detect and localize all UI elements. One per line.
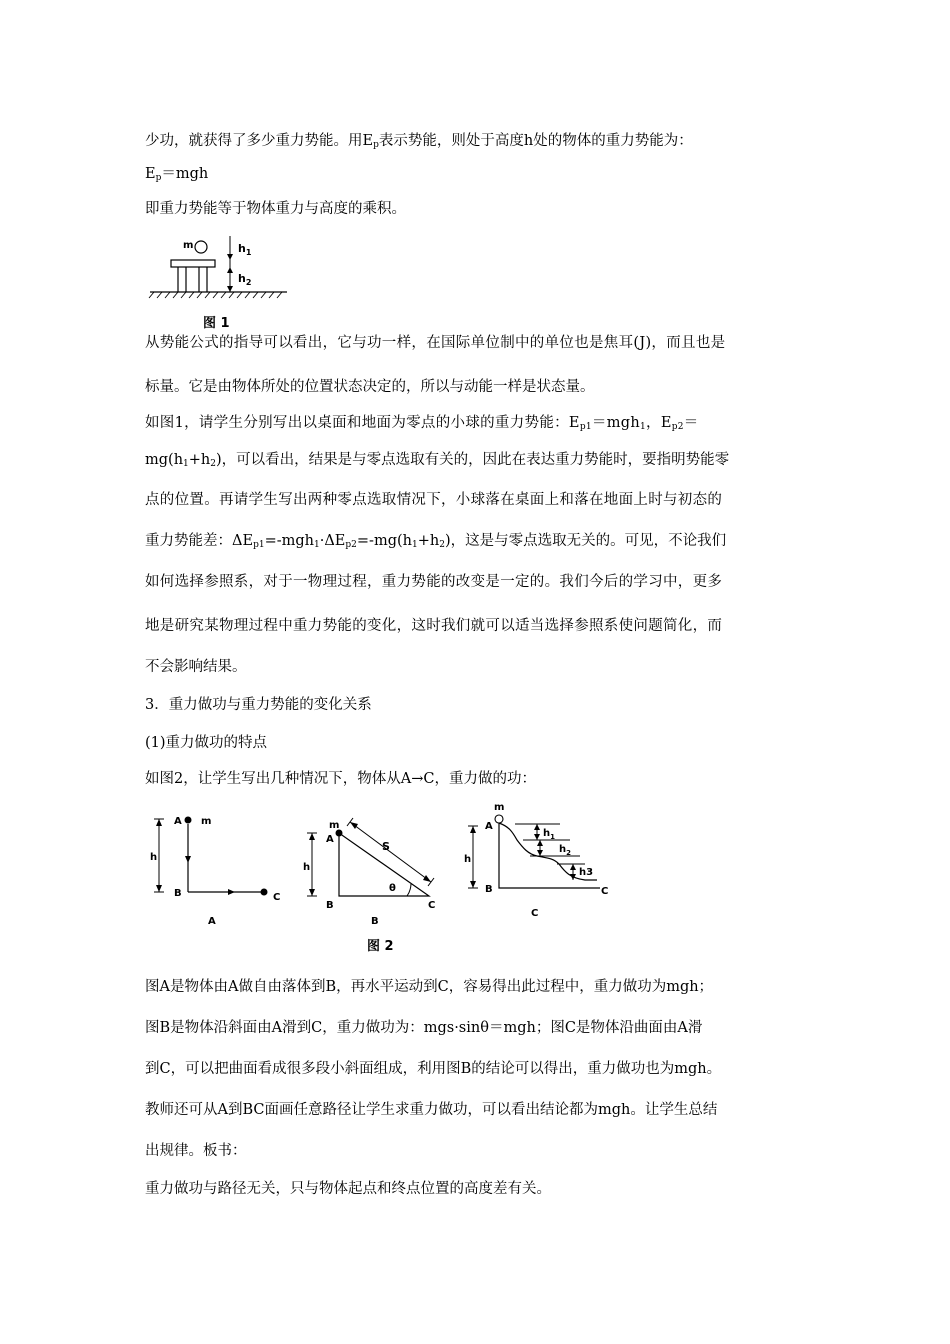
mass-label: m xyxy=(183,240,194,251)
h2-label: $h_2$ xyxy=(238,272,252,287)
point-a-label: A xyxy=(326,834,334,845)
subscript: 1 xyxy=(411,540,418,550)
paragraph-line-3: 即重力势能等于物体重力与高度的乘积。 xyxy=(145,201,406,217)
figure-1-diagram xyxy=(145,230,295,336)
h3-label: h3 xyxy=(579,867,594,878)
paragraph-line-10: 如何选择参照系，对于一物理过程，重力势能的改变是一定的。我们今后的学习中，更多 xyxy=(145,574,723,590)
point-c-label: C xyxy=(601,886,609,897)
point-c-label: C xyxy=(428,900,436,911)
paragraph-line-16: 图A是物体由A做自由落体到B，再水平运动到C，容易得出此过程中，重力做功为mgh； xyxy=(145,979,714,995)
subscript: p1 xyxy=(253,540,265,550)
angle-label: θ xyxy=(389,883,396,894)
figure-2c-panel xyxy=(464,802,608,919)
text-span: 表示势能，则处于高度h处的物体的重力势能为： xyxy=(378,133,693,149)
height-label: h xyxy=(150,852,158,863)
subscript: p xyxy=(373,140,379,150)
h1-label: $h_1$ xyxy=(543,828,555,841)
slope-label: S xyxy=(382,840,390,853)
paragraph-line-6 xyxy=(145,413,699,433)
paragraph-line-19: 教师还可从A到BC面画任意路径让学生求重力做功，可以看出结论都为mgh。让学生总结 xyxy=(145,1102,718,1118)
h2-label: $h_2$ xyxy=(559,844,571,857)
ball-icon xyxy=(495,815,503,823)
text-span: ＝ xyxy=(683,415,699,431)
subscript: 1 xyxy=(313,540,320,550)
point-mass-icon xyxy=(185,817,192,824)
figure-2-diagram xyxy=(145,800,645,960)
point-a-label: A xyxy=(485,821,493,832)
subscript: p2 xyxy=(671,422,684,432)
panel-b-sublabel: B xyxy=(371,916,379,927)
subscript: p2 xyxy=(345,540,357,550)
paragraph-line-4: 从势能公式的指导可以看出，它与功一样，在国际单位制中的单位也是焦耳(J)，而且也是 xyxy=(145,335,726,351)
paragraph-line-1 xyxy=(145,131,693,151)
text-span: )，可以看出，结果是与零点选取有关的，因此在表达重力势能时，要指明势能零 xyxy=(216,452,730,468)
point-b-label: B xyxy=(174,888,182,899)
text-span: 如图1，请学生分别写出以桌面和地面为零点的小球的重力势能：E xyxy=(145,415,580,431)
paragraph-line-7 xyxy=(145,450,729,470)
formula-ep-mgh xyxy=(145,164,208,184)
panel-a-sublabel: A xyxy=(208,916,216,927)
paragraph-line-21: 重力做功与路径无关，只与物体起点和终点位置的高度差有关。 xyxy=(145,1181,551,1197)
paragraph-line-15: 如图2，让学生写出几种情况下，物体从A→C，重力做的功： xyxy=(145,771,536,787)
text-span: 少功，就获得了多少重力势能。用E xyxy=(145,133,374,149)
paragraph-line-12: 不会影响结果。 xyxy=(145,659,247,675)
subsection-heading: (1)重力做功的特点 xyxy=(145,735,268,751)
paragraph-line-9 xyxy=(145,531,726,551)
point-a-label: A xyxy=(174,816,182,827)
text-span: ＝mgh xyxy=(591,415,640,431)
paragraph-line-18: 到C，可以把曲面看成很多段小斜面组成，利用图B的结论可以得出，重力做功也为mgh。 xyxy=(145,1061,722,1077)
figure-2b-panel xyxy=(303,818,435,927)
text-span: mg(h xyxy=(145,452,184,468)
point-b-label: B xyxy=(485,884,493,895)
mass-label: m xyxy=(329,820,340,831)
paragraph-line-20: 出规律。板书： xyxy=(145,1143,247,1159)
text-span: 重力势能差：ΔE xyxy=(145,533,254,549)
paragraph-line-17: 图B是物体沿斜面由A滑到C，重力做功为：mgs·sinθ＝mgh；图C是物体沿曲面由A滑 xyxy=(145,1020,703,1036)
subscript: 2 xyxy=(439,540,445,550)
subscript: 1 xyxy=(639,422,647,432)
subscript: p xyxy=(155,173,162,183)
text-span: =-mgh xyxy=(264,533,314,549)
panel-c-sublabel: C xyxy=(531,908,539,919)
figure-2a-panel xyxy=(150,816,280,927)
mass-label: m xyxy=(201,816,212,827)
paragraph-line-5: 标量。它是由物体所处的位置状态决定的，所以与动能一样是状态量。 xyxy=(145,379,595,395)
subscript: p1 xyxy=(579,422,592,432)
h1-label: $h_1$ xyxy=(238,242,252,257)
text-span: E xyxy=(145,166,156,182)
mass-label: m xyxy=(494,802,505,813)
subscript: 1 xyxy=(183,459,189,469)
paragraph-line-11: 地是研究某物理过程中重力势能的变化，这时我们就可以适当选择参照系使问题简化，而 xyxy=(145,618,723,634)
text-span: )，这是与零点选取无关的。可见，不论我们 xyxy=(444,533,727,549)
point-b-label: B xyxy=(326,900,334,911)
height-label: h xyxy=(303,862,311,873)
subscript: 2 xyxy=(210,459,216,469)
text-span: +h xyxy=(417,533,440,549)
text-span: ，E xyxy=(646,415,672,431)
text-span: +h xyxy=(188,452,211,468)
ball-icon xyxy=(195,241,207,253)
point-c-label: C xyxy=(273,892,281,903)
text-span: ·ΔE xyxy=(319,533,346,549)
text-span: =-mg(h xyxy=(356,533,412,549)
paragraph-line-8: 点的位置。再请学生写出两种零点选取情况下，小球落在桌面上和落在地面上时与初态的 xyxy=(145,492,723,508)
figure-2-caption: 图 2 xyxy=(367,939,394,954)
text-span: ＝mgh xyxy=(161,166,209,182)
figure-1-caption: 图 1 xyxy=(203,316,230,331)
section-heading: 3．重力做功与重力势能的变化关系 xyxy=(145,697,372,713)
height-label: h xyxy=(464,854,472,865)
